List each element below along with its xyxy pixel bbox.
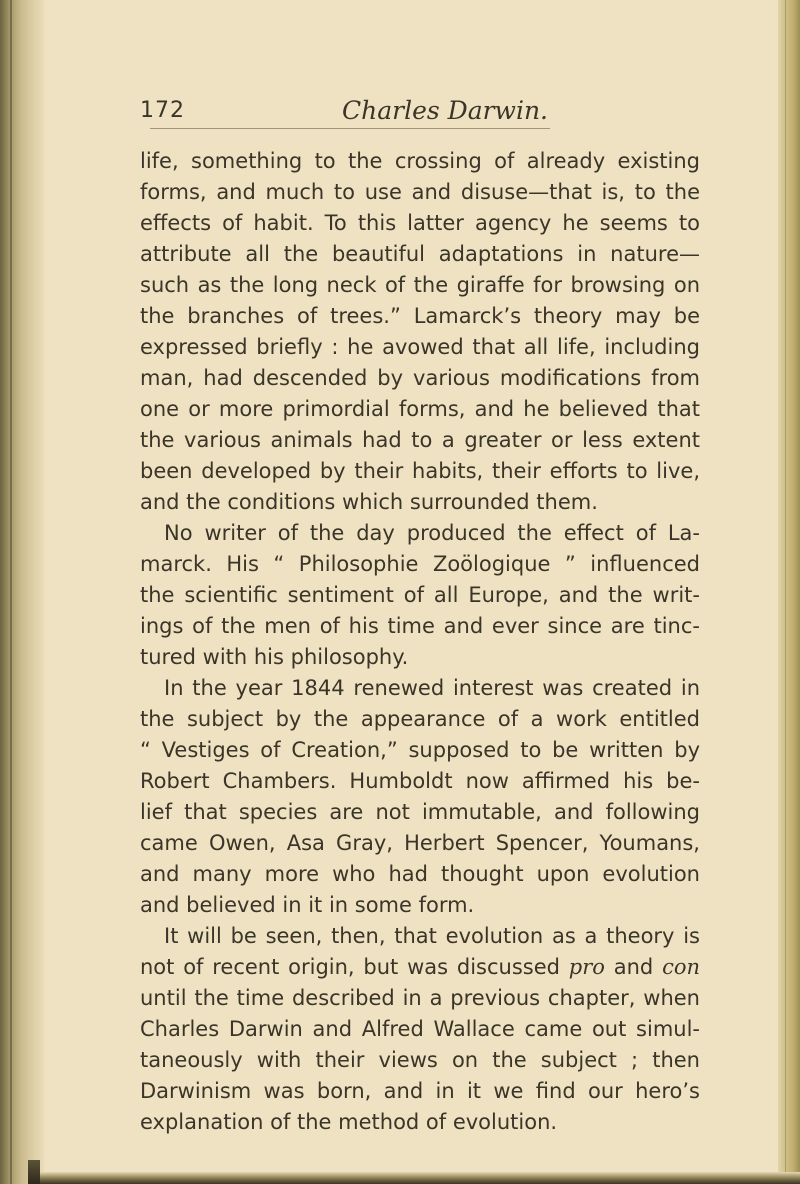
- text-line: and believed in it in some form.: [140, 893, 475, 917]
- text-line: life, something to the crossing of already existing: [140, 149, 700, 173]
- text-line: the subject by the appearance of a work entitled: [140, 707, 700, 731]
- text-segment: not of recent origin, but was discussed: [140, 955, 560, 979]
- text-line: and the conditions which surrounded them.: [140, 490, 598, 514]
- book-gutter: [0, 0, 44, 1184]
- text-line: ings of the men of his time and ever since are tinc-: [140, 614, 700, 638]
- text-segment: and: [613, 955, 654, 979]
- text-line: attribute all the beautiful adaptations in nature—: [140, 242, 700, 266]
- body-text: [140, 146, 700, 1138]
- running-head: [140, 98, 700, 132]
- italic-word-pro: pro: [568, 955, 605, 979]
- text-line: Robert Chambers. Humboldt now affirmed his be-: [140, 769, 700, 793]
- text-line: tured with his philosophy.: [140, 645, 409, 669]
- text-line: been developed by their habits, their efforts to live,: [140, 459, 700, 483]
- text-line: Darwinism was born, and in it we find our hero’s: [140, 1079, 700, 1103]
- text-line: forms, and much to use and disuse—that is, to the: [140, 180, 700, 204]
- text-line: such as the long neck of the giraffe for browsing on: [140, 273, 700, 297]
- text-line-with-italics: [140, 952, 700, 983]
- text-line: taneously with their views on the subject ; then: [140, 1048, 700, 1072]
- text-line: man, had descended by various modifications from: [140, 366, 700, 390]
- text-line: effects of habit. To this latter agency he seems to: [140, 211, 700, 235]
- page-stack-edge: [778, 0, 800, 1184]
- page-corner: [28, 1160, 40, 1184]
- text-line: expressed briefly : he avowed that all life, including: [140, 335, 700, 359]
- text-line: lief that species are not immutable, and following: [140, 800, 700, 824]
- text-line: and many more who had thought upon evolution: [140, 862, 700, 886]
- text-line: came Owen, Asa Gray, Herbert Spencer, Youmans,: [140, 831, 700, 855]
- page-bottom-edge: [30, 1172, 800, 1184]
- text-line: until the time described in a previous chapter, when: [140, 986, 700, 1010]
- italic-word-con: con: [662, 955, 700, 979]
- paragraph-start-line: No writer of the day produced the effect of La-: [164, 521, 700, 545]
- header-rule: [150, 128, 550, 129]
- page-edge-line: [785, 0, 786, 1184]
- text-line: the scientific sentiment of all Europe, and the writ-: [140, 583, 700, 607]
- running-title: Charles Darwin.: [342, 96, 548, 125]
- text-line: explanation of the method of evolution.: [140, 1110, 558, 1134]
- text-line: Charles Darwin and Alfred Wallace came out simul-: [140, 1017, 700, 1041]
- text-line: one or more primordial forms, and he believed that: [140, 397, 700, 421]
- binding-edge: [10, 0, 12, 1184]
- text-line: marck. His “ Philosophie Zoölogique ” influenced: [140, 552, 700, 576]
- paragraph-start-line: It will be seen, then, that evolution as a theory is: [164, 924, 700, 948]
- paragraph-start-line: In the year 1844 renewed interest was created in: [164, 676, 700, 700]
- page-number: 172: [140, 98, 185, 123]
- text-line: “ Vestiges of Creation,” supposed to be written by: [140, 738, 700, 762]
- text-line: the various animals had to a greater or less extent: [140, 428, 700, 452]
- text-line: the branches of trees.” Lamarck’s theory may be: [140, 304, 700, 328]
